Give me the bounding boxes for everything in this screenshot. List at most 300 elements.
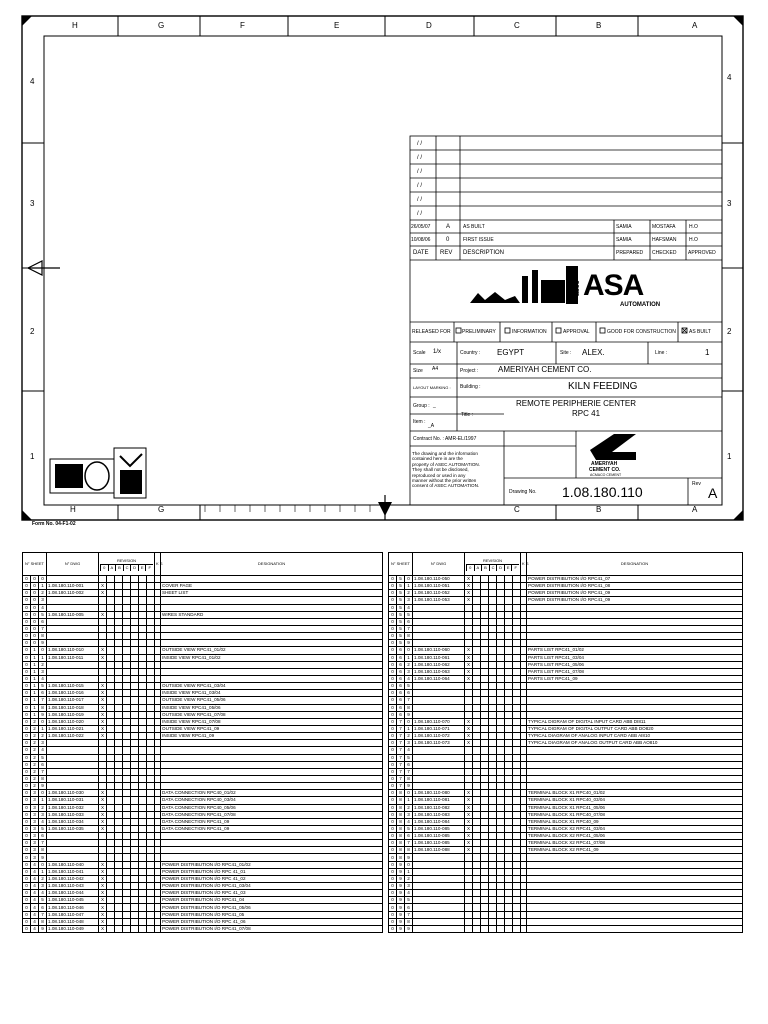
sheet-digit: 0 bbox=[23, 704, 31, 711]
designation-cell bbox=[527, 783, 743, 790]
revision-mark bbox=[513, 818, 521, 825]
revision-mark bbox=[131, 683, 139, 690]
revision-mark bbox=[115, 840, 123, 847]
revision-mark bbox=[505, 847, 513, 854]
revision-mark bbox=[481, 597, 489, 604]
revision-mark: X bbox=[99, 697, 107, 704]
table-row bbox=[23, 576, 383, 583]
revision-mark bbox=[139, 811, 147, 818]
revision-mark bbox=[513, 733, 521, 740]
sheet-digit: 0 bbox=[405, 576, 413, 583]
revision-mark bbox=[107, 740, 115, 747]
revision-mark bbox=[123, 825, 131, 832]
sheet-digit: 0 bbox=[389, 611, 397, 618]
drawing-number-cell bbox=[47, 768, 99, 775]
revision-mark bbox=[489, 711, 497, 718]
sheet-digit: 8 bbox=[39, 918, 47, 925]
revision-mark bbox=[513, 875, 521, 882]
revision-checked: HAFSMAN bbox=[652, 237, 677, 243]
sheet-digit: 7 bbox=[405, 697, 413, 704]
sheet-digit: 2 bbox=[31, 718, 39, 725]
table-row bbox=[389, 925, 743, 932]
revision-mark bbox=[505, 640, 513, 647]
drawing-number-cell bbox=[47, 675, 99, 682]
project-label: Project : bbox=[460, 368, 479, 374]
revision-mark bbox=[107, 654, 115, 661]
revision-mark bbox=[481, 918, 489, 925]
table-row bbox=[389, 654, 743, 661]
revision-mark bbox=[481, 868, 489, 875]
revision-mark bbox=[131, 611, 139, 618]
revision-mark bbox=[489, 761, 497, 768]
revision-mark bbox=[489, 747, 497, 754]
revision-mark bbox=[123, 625, 131, 632]
revision-mark bbox=[115, 583, 123, 590]
revision-mark bbox=[139, 783, 147, 790]
revision-mark bbox=[123, 811, 131, 818]
designation-cell bbox=[527, 897, 743, 904]
drawing-number-cell: 1.08.180.110-085 bbox=[413, 833, 465, 840]
drawing-number-cell bbox=[413, 761, 465, 768]
sheet-digit: 2 bbox=[31, 761, 39, 768]
revision-mark bbox=[465, 633, 473, 640]
sheet-digit: 4 bbox=[405, 604, 413, 611]
revision-mark bbox=[505, 675, 513, 682]
sheet-digit: 0 bbox=[389, 861, 397, 868]
revision-mark bbox=[505, 711, 513, 718]
designation-cell: TERMINAL BLOCK X1 RPC40_01/02 bbox=[527, 790, 743, 797]
revision-date: / / bbox=[417, 169, 423, 175]
revision-mark bbox=[481, 611, 489, 618]
sheet-digit: 0 bbox=[23, 740, 31, 747]
revision-date: / / bbox=[417, 211, 423, 217]
drawing-number-cell: 1.08.180.110-032 bbox=[47, 804, 99, 811]
drawing-number-cell bbox=[413, 911, 465, 918]
drawing-number-cell: 1.08.180.110-020 bbox=[47, 718, 99, 725]
revision-mark bbox=[115, 783, 123, 790]
table-row bbox=[23, 875, 383, 882]
drawing-number-cell bbox=[47, 847, 99, 854]
sheet-digit: 4 bbox=[405, 890, 413, 897]
revision-mark bbox=[465, 690, 473, 697]
revision-mark bbox=[147, 925, 155, 932]
drawing-number: 1.08.180.110 bbox=[562, 484, 643, 500]
revision-mark bbox=[513, 783, 521, 790]
revision-mark: X bbox=[465, 597, 473, 604]
sheet-digit: 3 bbox=[39, 811, 47, 818]
revision-mark bbox=[131, 583, 139, 590]
designation-cell: POWER DISTRIBUTION I/O RPC41_07 bbox=[527, 576, 743, 583]
size-label: Size bbox=[413, 368, 423, 374]
revision-mark bbox=[497, 661, 505, 668]
designation-cell: PARTS LIST RPC41_01/02 bbox=[527, 647, 743, 654]
sheet-digit: 0 bbox=[389, 618, 397, 625]
revision-mark bbox=[147, 747, 155, 754]
revision-mark bbox=[107, 711, 115, 718]
sheet-digit: 6 bbox=[397, 711, 405, 718]
table-row bbox=[23, 897, 383, 904]
revision-mark bbox=[131, 618, 139, 625]
revision-mark bbox=[513, 804, 521, 811]
sheet-digit: 7 bbox=[397, 775, 405, 782]
revision-mark bbox=[147, 618, 155, 625]
drawing-number-cell: 1.08.180.110-030 bbox=[47, 790, 99, 797]
header-designation: DESIGNATION bbox=[161, 553, 383, 576]
sheet-digit: 5 bbox=[397, 597, 405, 604]
drawing-number-cell: 1.08.180.110-022 bbox=[47, 733, 99, 740]
revision-mark bbox=[123, 911, 131, 918]
revision-mark: X bbox=[99, 704, 107, 711]
revision-mark: X bbox=[99, 590, 107, 597]
revision-mark bbox=[107, 754, 115, 761]
revision-mark bbox=[497, 904, 505, 911]
revision-mark bbox=[107, 847, 115, 854]
revision-mark bbox=[473, 647, 481, 654]
revision-mark bbox=[497, 640, 505, 647]
sheet-digit: 6 bbox=[39, 833, 47, 840]
revision-mark bbox=[489, 754, 497, 761]
sheet-digit: 4 bbox=[405, 675, 413, 682]
revision-mark bbox=[139, 854, 147, 861]
drawing-number-cell: 1.08.180.110-033 bbox=[47, 811, 99, 818]
revision-mark bbox=[481, 925, 489, 932]
sheet-digit: 0 bbox=[389, 597, 397, 604]
sheet-list-header bbox=[23, 553, 383, 576]
revision-header-checked: CHECKED bbox=[652, 250, 677, 256]
revision-mark bbox=[465, 768, 473, 775]
revision-mark bbox=[107, 775, 115, 782]
table-row bbox=[23, 625, 383, 632]
building-value: KILN FEEDING bbox=[568, 381, 638, 392]
designation-cell bbox=[161, 768, 383, 775]
drawing-number-cell: 1.08.180.110-001 bbox=[47, 583, 99, 590]
revision-mark bbox=[481, 897, 489, 904]
revision-mark bbox=[497, 790, 505, 797]
revision-mark bbox=[465, 711, 473, 718]
revision-mark bbox=[147, 854, 155, 861]
revision-mark bbox=[505, 725, 513, 732]
revision-mark bbox=[481, 675, 489, 682]
revision-mark bbox=[123, 640, 131, 647]
sheet-digit: 4 bbox=[31, 897, 39, 904]
revision-mark: X bbox=[99, 825, 107, 832]
sheet-digit: 0 bbox=[389, 590, 397, 597]
revision-mark bbox=[473, 875, 481, 882]
revision-mark bbox=[107, 618, 115, 625]
header-sheet-number: N° SHEET bbox=[389, 553, 413, 576]
drawing-number-cell: 1.08.180.110-060 bbox=[413, 647, 465, 654]
drawing-number-cell: 1.08.180.110-031 bbox=[47, 797, 99, 804]
revision-mark bbox=[505, 576, 513, 583]
sheet-digit: 7 bbox=[397, 725, 405, 732]
designation-cell bbox=[161, 633, 383, 640]
border-number: 1 bbox=[727, 452, 732, 461]
table-row bbox=[23, 583, 383, 590]
table-row bbox=[389, 640, 743, 647]
sheet-digit: 8 bbox=[397, 797, 405, 804]
revision-mark bbox=[473, 625, 481, 632]
revision-mark bbox=[115, 775, 123, 782]
drawing-number-cell bbox=[413, 918, 465, 925]
designation-cell bbox=[527, 890, 743, 897]
revision-mark bbox=[473, 697, 481, 704]
sheet-digit: 7 bbox=[397, 768, 405, 775]
border-letter: F bbox=[240, 21, 245, 30]
revision-mark bbox=[131, 668, 139, 675]
revision-mark bbox=[513, 590, 521, 597]
revision-mark bbox=[123, 854, 131, 861]
sheet-digit: 0 bbox=[23, 725, 31, 732]
revision-mark bbox=[497, 833, 505, 840]
sheet-digit: 0 bbox=[405, 861, 413, 868]
revision-mark bbox=[147, 711, 155, 718]
revision-mark bbox=[115, 811, 123, 818]
revision-mark bbox=[473, 904, 481, 911]
sheet-digit: 8 bbox=[397, 833, 405, 840]
drawing-number-cell bbox=[413, 697, 465, 704]
sheet-digit: 3 bbox=[405, 668, 413, 675]
revision-mark bbox=[489, 818, 497, 825]
designation-cell bbox=[527, 640, 743, 647]
table-row bbox=[23, 811, 383, 818]
revision-mark bbox=[489, 733, 497, 740]
title-line-2: RPC 41 bbox=[572, 409, 601, 418]
group-label: Group : bbox=[413, 403, 430, 409]
revision-mark bbox=[107, 861, 115, 868]
designation-cell: TYPICAL DIGRAM OF DIGITAL OUTPUT CARD ABB DO820 bbox=[527, 725, 743, 732]
revision-mark bbox=[107, 647, 115, 654]
revision-mark bbox=[147, 733, 155, 740]
designation-cell bbox=[527, 768, 743, 775]
sheet-digit: 0 bbox=[23, 647, 31, 654]
release-option: INFORMATION bbox=[512, 329, 547, 335]
revision-mark bbox=[123, 576, 131, 583]
revision-mark: X bbox=[465, 811, 473, 818]
revision-mark bbox=[139, 661, 147, 668]
revision-mark bbox=[131, 718, 139, 725]
revision-mark bbox=[505, 747, 513, 754]
designation-cell: INSIDE VIEW RPC41_07/08 bbox=[161, 718, 383, 725]
sheet-digit: 1 bbox=[31, 704, 39, 711]
sheet-digit: 6 bbox=[397, 647, 405, 654]
revision-mark bbox=[115, 690, 123, 697]
revision-mark bbox=[473, 747, 481, 754]
revision-mark bbox=[115, 661, 123, 668]
sheet-digit: 4 bbox=[31, 875, 39, 882]
sheet-digit: 0 bbox=[389, 576, 397, 583]
revision-mark bbox=[465, 854, 473, 861]
revision-mark bbox=[481, 847, 489, 854]
revision-mark bbox=[465, 625, 473, 632]
revision-mark bbox=[115, 640, 123, 647]
revision-mark bbox=[115, 833, 123, 840]
table-row bbox=[389, 825, 743, 832]
revision-mark bbox=[481, 890, 489, 897]
revision-mark bbox=[489, 847, 497, 854]
revision-mark bbox=[489, 875, 497, 882]
revision-mark bbox=[497, 840, 505, 847]
revision-mark: X bbox=[99, 811, 107, 818]
sheet-digit: 0 bbox=[23, 911, 31, 918]
sheet-list-right bbox=[388, 552, 743, 933]
sheet-digit: 0 bbox=[23, 875, 31, 882]
revision-mark: X bbox=[99, 790, 107, 797]
sheet-digit: 6 bbox=[397, 697, 405, 704]
revision-mark bbox=[473, 797, 481, 804]
sheet-digit: 4 bbox=[31, 911, 39, 918]
revision-mark bbox=[505, 761, 513, 768]
sheet-digit: 0 bbox=[39, 718, 47, 725]
revision-mark bbox=[131, 640, 139, 647]
revision-mark bbox=[465, 754, 473, 761]
sheet-digit: 0 bbox=[23, 597, 31, 604]
designation-cell: TERMINAL BLOCK X2 RPC41_05/06 bbox=[527, 833, 743, 840]
revision-mark bbox=[107, 918, 115, 925]
sheet-digit: 5 bbox=[397, 590, 405, 597]
border-letter: G bbox=[158, 21, 165, 30]
revision-mark bbox=[147, 654, 155, 661]
revision-mark bbox=[123, 733, 131, 740]
sheet-digit: 1 bbox=[31, 675, 39, 682]
sheet-digit: 3 bbox=[31, 797, 39, 804]
sheet-digit: 5 bbox=[397, 633, 405, 640]
revision-mark bbox=[489, 611, 497, 618]
drawing-number-cell bbox=[47, 597, 99, 604]
revision-mark bbox=[123, 904, 131, 911]
sheet-digit: 0 bbox=[23, 625, 31, 632]
revision-mark bbox=[139, 775, 147, 782]
table-row bbox=[389, 625, 743, 632]
drawing-number-cell bbox=[413, 747, 465, 754]
revision-mark bbox=[513, 654, 521, 661]
revision-mark bbox=[107, 797, 115, 804]
drawing-number-cell bbox=[47, 783, 99, 790]
sheet-digit: 6 bbox=[39, 618, 47, 625]
sheet-list-header bbox=[389, 553, 743, 576]
revision-mark bbox=[147, 790, 155, 797]
table-row bbox=[389, 911, 743, 918]
revision-mark bbox=[505, 811, 513, 818]
revision-mark bbox=[139, 911, 147, 918]
table-row bbox=[389, 847, 743, 854]
revision-mark bbox=[497, 811, 505, 818]
sheet-digit: 0 bbox=[23, 633, 31, 640]
drawing-number-cell bbox=[47, 668, 99, 675]
revision-mark bbox=[513, 604, 521, 611]
designation-cell bbox=[527, 611, 743, 618]
sheet-list-left bbox=[22, 552, 383, 933]
table-row bbox=[389, 718, 743, 725]
revision-mark bbox=[505, 733, 513, 740]
revision-mark bbox=[489, 897, 497, 904]
release-option: APPROVAL bbox=[563, 329, 590, 335]
revision-mark bbox=[473, 825, 481, 832]
drawing-number-cell: 1.08.180.110-034 bbox=[47, 818, 99, 825]
revision-mark bbox=[99, 625, 107, 632]
revision-mark bbox=[505, 783, 513, 790]
designation-cell bbox=[161, 783, 383, 790]
revision-mark bbox=[497, 625, 505, 632]
sheet-digit: 5 bbox=[397, 583, 405, 590]
sheet-digit: 0 bbox=[389, 668, 397, 675]
table-row bbox=[23, 783, 383, 790]
header-drawing-number: N° DWG bbox=[413, 553, 465, 576]
revision-mark bbox=[107, 683, 115, 690]
confidentiality-note: The drawing and the information contained here in are the property of ASEC AUTOMATION. They shall not be disclosed, reproduced or used in any manner without the prior written consent of ASEC AUTOMATION. bbox=[412, 451, 480, 489]
sheet-digit: 4 bbox=[31, 861, 39, 868]
sheet-digit: 1 bbox=[405, 583, 413, 590]
revision-mark bbox=[107, 611, 115, 618]
drawing-number-cell bbox=[413, 925, 465, 932]
revision-mark bbox=[497, 775, 505, 782]
revision-mark: X bbox=[99, 725, 107, 732]
revision-mark bbox=[139, 697, 147, 704]
revision-mark bbox=[147, 761, 155, 768]
sheet-digit: 2 bbox=[39, 661, 47, 668]
revision-mark bbox=[513, 633, 521, 640]
sheet-digit: 0 bbox=[23, 897, 31, 904]
sheet-digit: 2 bbox=[405, 661, 413, 668]
revision-mark bbox=[481, 861, 489, 868]
designation-cell: TERMINAL BLOCK X1 RPC41_05/06 bbox=[527, 804, 743, 811]
revision-mark bbox=[147, 597, 155, 604]
revision-mark bbox=[505, 854, 513, 861]
table-row bbox=[389, 675, 743, 682]
revision-mark bbox=[505, 618, 513, 625]
drawing-number-cell: 1.08.180.110-021 bbox=[47, 725, 99, 732]
table-row bbox=[389, 647, 743, 654]
revision-mark bbox=[489, 768, 497, 775]
revision-mark bbox=[465, 918, 473, 925]
revision-mark bbox=[115, 733, 123, 740]
revision-mark bbox=[481, 661, 489, 668]
revision-mark bbox=[489, 825, 497, 832]
drawing-number-cell: 1.08.180.110-052 bbox=[413, 590, 465, 597]
revision-mark bbox=[481, 797, 489, 804]
table-row bbox=[389, 818, 743, 825]
sheet-digit: 0 bbox=[23, 690, 31, 697]
designation-cell bbox=[527, 633, 743, 640]
table-row bbox=[23, 654, 383, 661]
revision-mark bbox=[505, 825, 513, 832]
revision-mark bbox=[147, 911, 155, 918]
revision-mark bbox=[123, 775, 131, 782]
revision-mark bbox=[513, 890, 521, 897]
table-row bbox=[23, 825, 383, 832]
revision-mark bbox=[481, 654, 489, 661]
revision-mark bbox=[489, 583, 497, 590]
revision-mark bbox=[147, 704, 155, 711]
sheet-digit: 9 bbox=[397, 861, 405, 868]
revision-mark bbox=[505, 897, 513, 904]
table-row bbox=[389, 854, 743, 861]
sheet-digit: 0 bbox=[405, 790, 413, 797]
revision-mark bbox=[489, 718, 497, 725]
sheet-digit: 0 bbox=[23, 783, 31, 790]
revision-mark: X bbox=[99, 925, 107, 932]
sheet-digit: 0 bbox=[23, 675, 31, 682]
revision-mark bbox=[123, 683, 131, 690]
revision-mark bbox=[505, 818, 513, 825]
border-number: 4 bbox=[30, 77, 35, 86]
revision-mark bbox=[123, 654, 131, 661]
revision-mark bbox=[505, 704, 513, 711]
revision-mark bbox=[115, 897, 123, 904]
revision-mark bbox=[147, 847, 155, 854]
designation-cell bbox=[161, 847, 383, 854]
table-row bbox=[23, 661, 383, 668]
revision-mark bbox=[473, 925, 481, 932]
